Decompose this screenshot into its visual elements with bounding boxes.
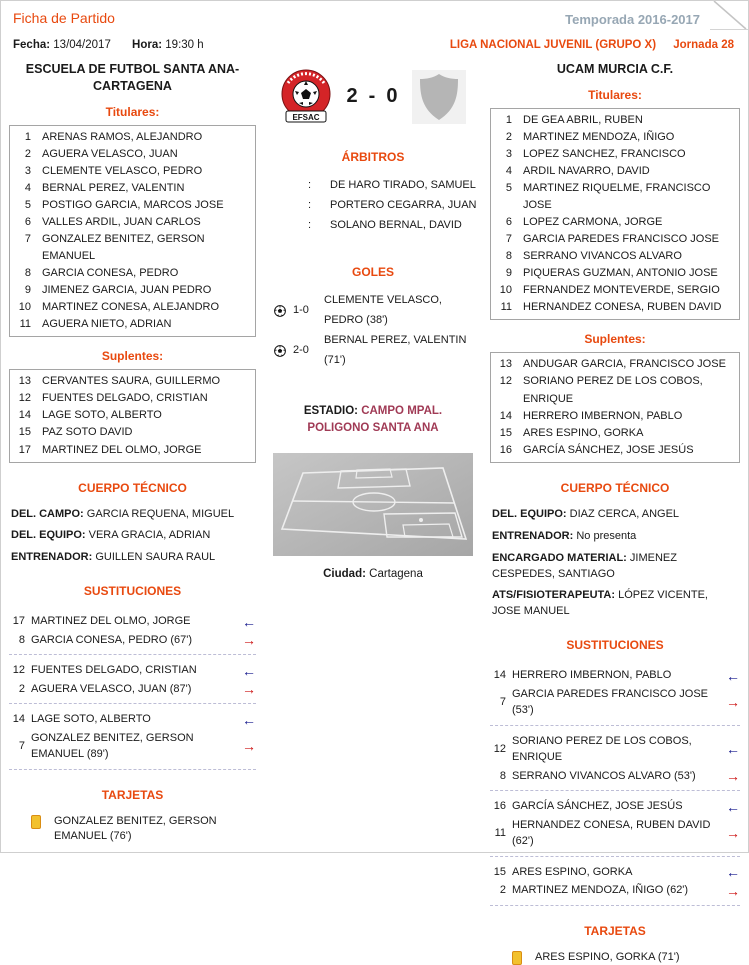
home-team-badge bbox=[280, 69, 332, 124]
home-starters-list bbox=[9, 125, 256, 338]
sub-out-arrow-icon: → bbox=[726, 825, 740, 842]
player-row: 9 PIQUERAS GUZMAN, ANTONIO JOSE bbox=[505, 267, 718, 280]
carded-player: GONZALEZ BENITEZ, GERSON EMANUEL (76') bbox=[54, 814, 217, 843]
player-row: 6 LOPEZ CARMONA, JORGE bbox=[505, 216, 663, 229]
goal-score: 2-0 bbox=[293, 343, 309, 356]
away-cards-title: TARJETAS bbox=[584, 923, 646, 938]
player-row: 1 DE GEA ABRIL, RUBEN bbox=[505, 113, 643, 126]
referee-row: : SOLANO BERNAL, DAVID bbox=[308, 218, 462, 231]
away-starters-list bbox=[490, 108, 740, 321]
substitution-group bbox=[9, 610, 256, 655]
sub-out-arrow-icon: → bbox=[242, 738, 256, 755]
away-substitutions-title: SUSTITUCIONES bbox=[566, 638, 664, 653]
city-value: Cartagena bbox=[369, 568, 423, 581]
player-row: 10 FERNANDEZ MONTEVERDE, SERGIO bbox=[499, 284, 720, 297]
match-center-column bbox=[266, 55, 480, 965]
yellow-card-icon bbox=[31, 815, 41, 829]
sub-out-arrow-icon: → bbox=[242, 632, 256, 649]
home-badge-text: EFSAC bbox=[291, 113, 320, 122]
player-row: 12 FUENTES DELGADO, CRISTIAN bbox=[18, 392, 208, 405]
home-starters-title: Titulares: bbox=[105, 104, 160, 119]
score-row bbox=[266, 69, 480, 124]
substitution-group bbox=[490, 795, 740, 857]
home-subs-title: Suplentes: bbox=[101, 349, 164, 364]
away-staff-title: CUERPO TÉCNICO bbox=[560, 480, 670, 495]
sub-in-row: 14 LAGE SOTO, ALBERTO ← bbox=[12, 711, 256, 728]
sub-out-row: 2 AGUERA VELASCO, JUAN (87') → bbox=[18, 681, 256, 698]
date-label: Fecha: bbox=[13, 39, 51, 51]
staff-row: DEL. EQUIPO: VERA GRACIA, ADRIAN bbox=[11, 529, 211, 542]
staff-row: ENTRENADOR: GUILLEN SAURA RAUL bbox=[11, 551, 216, 564]
staff-row: ENCARGADO MATERIAL: JIMENEZ CESPEDES, SANTIAGO bbox=[492, 551, 677, 580]
player-row: 1 ARENAS RAMOS, ALEJANDRO bbox=[24, 130, 203, 143]
sub-out-row: 8 GARCIA CONESA, PEDRO (67') → bbox=[18, 632, 256, 649]
home-cards-title: TARJETAS bbox=[101, 787, 164, 802]
away-team-column bbox=[490, 55, 740, 965]
away-substitutions-list bbox=[490, 664, 740, 906]
home-subs-list bbox=[9, 369, 256, 462]
goal-scorer: CLEMENTE VELASCO, PEDRO (38') bbox=[324, 294, 442, 327]
sub-out-arrow-icon: → bbox=[726, 694, 740, 711]
player-row: 3 CLEMENTE VELASCO, PEDRO bbox=[24, 164, 203, 177]
match-info-bar bbox=[1, 29, 748, 53]
sub-in-arrow-icon: ← bbox=[242, 662, 256, 679]
away-score: 0 bbox=[386, 85, 398, 107]
time-value: 19:30 h bbox=[165, 39, 204, 51]
sub-in-row: 12 FUENTES DELGADO, CRISTIAN ← bbox=[12, 662, 256, 679]
player-row: 15 PAZ SOTO DAVID bbox=[18, 426, 133, 439]
soccer-ball-icon bbox=[274, 345, 286, 357]
yellow-card-icon bbox=[512, 951, 522, 965]
player-row: 6 VALLES ARDIL, JUAN CARLOS bbox=[24, 215, 201, 228]
player-row: 5 MARTINEZ RIQUELME, FRANCISCO JOSE bbox=[505, 182, 711, 212]
player-row: 10 MARTINEZ CONESA, ALEJANDRO bbox=[18, 301, 220, 314]
sub-in-row: 12 SORIANO PEREZ DE LOS COBOS, ENRIQUE ← bbox=[493, 734, 740, 764]
sub-in-row: 14 HERRERO IMBERNON, PABLO ← bbox=[493, 667, 740, 684]
player-row: 7 GONZALEZ BENITEZ, GERSON EMANUEL bbox=[24, 233, 205, 263]
home-staff-list bbox=[9, 507, 256, 567]
referee-row: : PORTERO CEGARRA, JUAN bbox=[308, 198, 477, 211]
sub-in-row: 16 GARCÍA SÁNCHEZ, JOSE JESÚS ← bbox=[493, 798, 740, 815]
goals-title: GOLES bbox=[351, 265, 394, 280]
player-row: 2 MARTINEZ MENDOZA, IÑIGO bbox=[505, 130, 675, 143]
player-row: 7 GARCIA PAREDES FRANCISCO JOSE bbox=[505, 233, 720, 246]
away-team-badge-placeholder bbox=[412, 70, 466, 124]
substitution-group bbox=[490, 664, 740, 726]
home-substitutions-title: SUSTITUCIONES bbox=[83, 584, 182, 599]
staff-row: DEL. EQUIPO: DIAZ CERCA, ANGEL bbox=[492, 507, 680, 520]
player-row: 8 SERRANO VIVANCOS ALVARO bbox=[505, 250, 682, 263]
player-row: 11 HERNANDEZ CONESA, RUBEN DAVID bbox=[500, 301, 722, 314]
sub-in-arrow-icon: ← bbox=[242, 711, 256, 728]
date-value: 13/04/2017 bbox=[53, 39, 111, 51]
page-title: Ficha de Partido bbox=[13, 10, 115, 26]
stadium-block bbox=[266, 403, 480, 438]
sub-in-arrow-icon: ← bbox=[726, 741, 740, 758]
staff-row: ENTRENADOR: No presenta bbox=[492, 529, 637, 542]
player-row: 14 HERRERO IMBERNON, PABLO bbox=[499, 409, 683, 422]
player-row: 17 MARTINEZ DEL OLMO, JORGE bbox=[18, 443, 202, 456]
time-label: Hora: bbox=[132, 39, 163, 51]
city-block bbox=[266, 568, 480, 580]
home-staff-title: CUERPO TÉCNICO bbox=[78, 480, 187, 495]
player-row: 8 GARCIA CONESA, PEDRO bbox=[24, 267, 179, 280]
goal-score: 1-0 bbox=[293, 304, 309, 317]
score bbox=[347, 85, 398, 108]
substitution-group bbox=[9, 708, 256, 770]
sub-out-row: 2 MARTINEZ MENDOZA, IÑIGO (62') → bbox=[499, 882, 740, 899]
away-card-row bbox=[490, 950, 740, 965]
city-label: Ciudad: bbox=[323, 568, 366, 581]
away-subs-title: Suplentes: bbox=[584, 332, 646, 347]
goals-list bbox=[266, 291, 480, 370]
goal-scorer: BERNAL PEREZ, VALENTIN (71') bbox=[324, 333, 467, 366]
referees-title: ÁRBITROS bbox=[341, 150, 405, 164]
sub-out-row: 8 SERRANO VIVANCOS ALVARO (53') → bbox=[499, 768, 740, 785]
player-row: 3 LOPEZ SANCHEZ, FRANCISCO bbox=[505, 147, 686, 160]
away-team-name: UCAM MURCIA C.F. bbox=[556, 62, 674, 76]
player-row: 13 ANDUGAR GARCIA, FRANCISCO JOSE bbox=[499, 358, 726, 371]
sub-out-row: 7 GARCIA PAREDES FRANCISCO JOSE (53') → bbox=[499, 687, 740, 717]
competition-info bbox=[450, 39, 734, 51]
substitution-group bbox=[490, 861, 740, 906]
player-row: 5 POSTIGO GARCIA, MARCOS JOSE bbox=[24, 198, 224, 211]
sub-out-arrow-icon: → bbox=[242, 681, 256, 698]
player-row: 15 ARES ESPINO, GORKA bbox=[499, 426, 644, 439]
matchday: Jornada 28 bbox=[673, 39, 734, 51]
sub-in-row: 15 ARES ESPINO, GORKA ← bbox=[493, 864, 740, 881]
score-separator: - bbox=[368, 85, 376, 107]
field-image bbox=[273, 453, 473, 556]
away-starters-title: Titulares: bbox=[588, 87, 642, 102]
sub-out-arrow-icon: → bbox=[726, 882, 740, 899]
substitution-group bbox=[490, 730, 740, 792]
sub-in-arrow-icon: ← bbox=[726, 667, 740, 684]
home-score: 2 bbox=[346, 85, 358, 107]
date-time bbox=[13, 39, 222, 51]
staff-row: ATS/FISIOTERAPEUTA: LÓPEZ VICENTE, JOSE MANUEL bbox=[492, 589, 708, 618]
player-row: 9 JIMENEZ GARCIA, JUAN PEDRO bbox=[24, 284, 212, 297]
season-label: Temporada 2016-2017 bbox=[565, 12, 700, 27]
home-substitutions-list bbox=[9, 610, 256, 770]
staff-row: DEL. CAMPO: GARCIA REQUENA, MIGUEL bbox=[11, 507, 235, 520]
player-row: 14 LAGE SOTO, ALBERTO bbox=[18, 409, 162, 422]
sub-in-row: 17 MARTINEZ DEL OLMO, JORGE ← bbox=[12, 613, 256, 630]
home-team-column bbox=[9, 55, 256, 965]
referee-row: : DE HARO TIRADO, SAMUEL bbox=[308, 179, 476, 191]
player-row: 11 AGUERA NIETO, ADRIAN bbox=[19, 318, 172, 331]
sub-in-arrow-icon: ← bbox=[242, 613, 256, 630]
substitution-group bbox=[9, 659, 256, 704]
stadium-label: ESTADIO: bbox=[303, 404, 358, 417]
carded-player: ARES ESPINO, GORKA (71') bbox=[535, 950, 680, 963]
stadium-link[interactable]: CAMPO MPAL. POLIGONO SANTA ANA bbox=[307, 404, 443, 434]
header-bar bbox=[1, 1, 748, 29]
sub-out-arrow-icon: → bbox=[726, 768, 740, 785]
goal-row bbox=[274, 331, 480, 371]
page-fold-icon bbox=[710, 1, 748, 31]
player-row: 12 SORIANO PEREZ DE LOS COBOS, ENRIQUE bbox=[499, 375, 703, 405]
player-row: 13 CERVANTES SAURA, GUILLERMO bbox=[18, 375, 221, 388]
soccer-ball-icon bbox=[274, 305, 286, 317]
sub-in-arrow-icon: ← bbox=[726, 798, 740, 815]
home-card-row bbox=[9, 814, 256, 845]
goal-row bbox=[274, 291, 480, 331]
player-row: 16 GARCÍA SÁNCHEZ, JOSE JESÚS bbox=[499, 443, 694, 456]
competition-name: LIGA NACIONAL JUVENIL (GRUPO X) bbox=[449, 39, 657, 51]
away-subs-list bbox=[490, 352, 740, 462]
player-row: 4 ARDIL NAVARRO, DAVID bbox=[505, 165, 650, 178]
sub-in-arrow-icon: ← bbox=[726, 864, 740, 881]
player-row: 4 BERNAL PEREZ, VALENTIN bbox=[24, 181, 185, 194]
sub-out-row: 7 GONZALEZ BENITEZ, GERSON EMANUEL (89') → bbox=[18, 731, 256, 761]
referees-list bbox=[266, 176, 480, 235]
sub-out-row: 11 HERNANDEZ CONESA, RUBEN DAVID (62') → bbox=[494, 818, 740, 848]
player-row: 2 AGUERA VELASCO, JUAN bbox=[24, 147, 178, 160]
home-team-name: ESCUELA DE FUTBOL SANTA ANA-CARTAGENA bbox=[25, 62, 240, 93]
away-staff-list bbox=[490, 507, 740, 621]
